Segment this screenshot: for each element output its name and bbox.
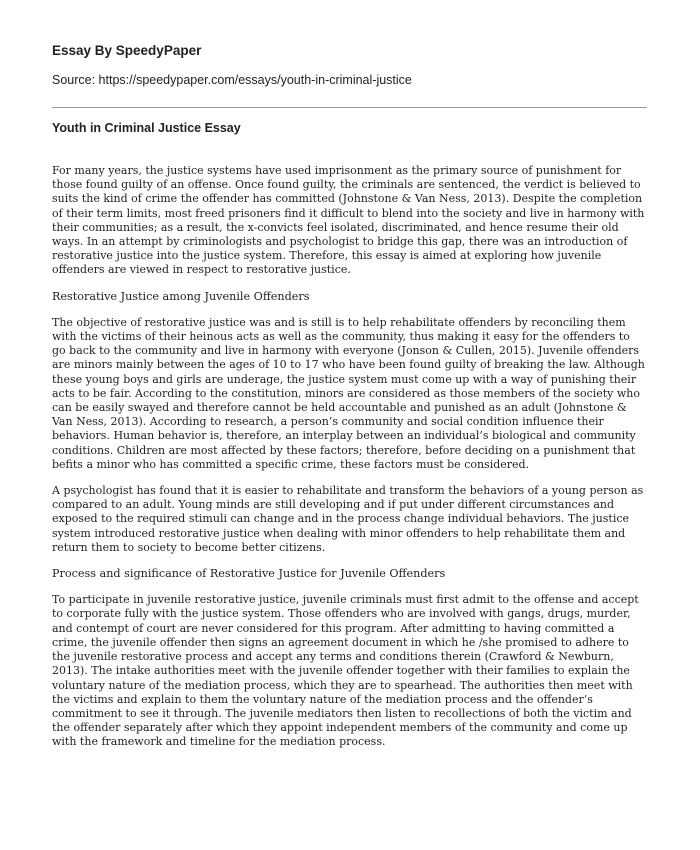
paragraph-psychologist: A psychologist has found that it is easier to rehabilitate and transform the behaviors of a young person as compared to an adult. Young minds are still developing and if put under different circumstances and exposed to the required stimuli can change and in the process change individual behaviors. The justice system introduced restorative justice when dealing with minor offenders to help rehabilitate them and return them to society to become better citizens. [52,484,644,554]
section-heading-process: Process and significance of Restorative Justice for Juvenile Offenders [52,567,446,581]
essay-title: Youth in Criminal Justice Essay [52,121,241,135]
section-heading-restorative-justice: Restorative Justice among Juvenile Offenders [52,289,310,303]
paragraph-intro: For many years, the justice systems have used imprisonment as the primary source of punishment for those found guilty of an offense. Once found guilty, the criminals are sentenced, the verdict is believed to suits the kind of crime the offender has committed (Johnstone & Van Ness, 2013). Despite the completion of their term limits, most freed prisoners find it difficult to blend into the society and live in harmony with their communities; as a result, the x-convicts feel isolated, discriminated, and hence resume their old ways. In an attempt by criminologists and psychologist to bridge this gap, there was an introduction of restorative justice into the justice system. Therefore, this essay is aimed at exploring how juvenile offenders are viewed in respect to restorative justice. [52,164,645,277]
paragraph-objective: The objective of restorative justice was and is still is to help rehabilitate offenders by reconciling them with the victims of their heinous acts as well as the community, thus making it easy for the offenders to go back to the community and live in harmony with everyone (Jonson & Cullen, 2015). Juvenile offenders are minors mainly between the ages of 10 to 17 who have been found guilty of breaking the law. Although these young boys and girls are underage, the justice system must come up with a way of punishing their acts to be fair. According to the constitution, minors are considered as those members of the society who can be easily swayed and therefore cannot be held accountable and punished as an adult (Johnstone & Van Ness, 2013). According to research, a person’s community and social condition influence their behaviors. Human behavior is, therefore, an interplay between an individual’s biological and community conditions. Children are most affected by these factors; therefore, before deciding on a punishment that befits a minor who has committed a specific crime, these factors must be considered. [52,315,645,471]
essay-brand: Essay By SpeedyPaper [52,43,202,58]
header-divider [52,107,647,108]
paragraph-process: To participate in juvenile restorative justice, juvenile criminals must first admit to the offense and accept to corporate fully with the justice system. Those offenders who are involved with gangs, drugs, murder, and contempt of court are never considered for this program. After admitting to having committed a crime, the juvenile offender then signs an agreement document in which he /she promised to adhere to the juvenile restorative process and accept any terms and conditions therein (Crawford & Newburn, 2013). The intake authorities meet with the juvenile offender together with their families to explain the voluntary nature of the mediation process, which they are to spearhead. The authorities then meet with the victims and explain to them the voluntary nature of the mediation process and the offender’s commitment to see it through. The juvenile mediators then listen to recollections of both the victim and the offender separately after which they appoint independent members of the community and come up with the framework and timeline for the mediation process. [52,593,639,749]
source-line: Source: https://speedypaper.com/essays/youth-in-criminal-justice [52,73,412,87]
essay-body [52,164,647,762]
